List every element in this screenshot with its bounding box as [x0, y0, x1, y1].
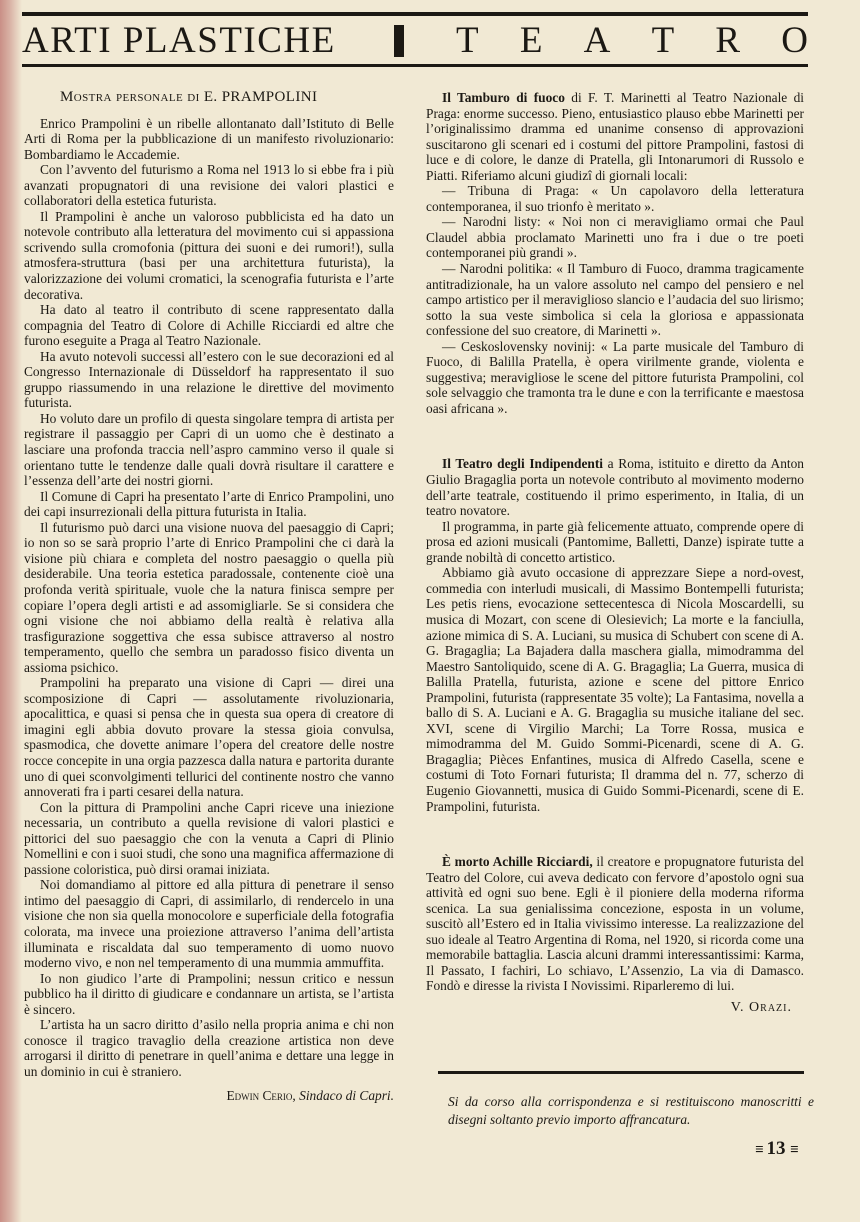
- article-signature: [24, 1088, 394, 1104]
- tamburo-intro: di F. T. Marinetti al Teatro Nazionale di Praga: enorme successo. Pieno, entusiastico plauso ebbe Marinetti per l’originalissimo dramma ed unanime consenso di approvazioni suscitarono gli scenari ed i costumi del pittore Prampolini, fastosi di luce e di colore, le danze di Pratella, gli Intonarumori di Russolo e Piatti. Riferiamo alcuni giudizî di giornali locali:: [426, 90, 804, 183]
- teatro-letter: O: [781, 20, 808, 61]
- indipendenti-intro: a Roma, istituito e diretto da Anton Giulio Bragaglia porta un notevole contributo al movimento moderno dell’arte teatrale, costituendo il primo esperimento, in Italia, di un teatro novatore.: [426, 456, 804, 519]
- section-spacer: [426, 416, 804, 456]
- tamburo-intro-paragraph: [426, 90, 804, 183]
- paragraph: Enrico Prampolini è un ribelle allontanato dall’Istituto di Belle Arti di Roma per la pubblicazione di un manifesto rivoluzionario: Bombardiamo le Accademie.: [24, 115, 394, 162]
- correspondence-notice: Si da corso alla corrispondenza e si restituiscono manoscritti e disegni soltanto previo importo affrancatura.: [448, 1094, 814, 1127]
- notice-rule: [438, 1071, 804, 1074]
- paragraph: Il Comune di Capri ha presentato l’arte di Enrico Prampolini, uno dei capi insurrezionali della pittura futurista in Italia.: [24, 488, 394, 520]
- paragraph: Abbiamo già avuto occasione di apprezzare Siepe a nord-ovest, commedia con interludi musicali, di Massimo Bontempelli futurista; Les petis riens, evocazione settecentesca di Nicola Moscardelli, su musica di Mozart, con scene di Olesievich; La morte e la fanciulla, azione mimica di S. A. Luciani, su musica di Schubert con scene di A. G. Bragaglia; La Bajadera dalla maschera gialla, mimodramma del Maestro Santoliquido, scene di A. G. Bragaglia; La Guerra, musica di Balilla Pratella, futurista, azione e scene del pittore Enrico Prampolini, futurista (rappresentate 35 volte); La Fantasima, novella a ballo di S. A. Luciani e A. G. Bragaglia su musiche italiane del sec. XVI, scene di Virgilio Marchi; La Torre Rossa, musica e mimodramma del M. Guido Sommi-Picenardi, scene di A. G. Bragaglia; Pièces Enfantines, musica di Alfredo Casella, scene e costumi di Toto Fornari futurista; Il dramma del n. 77, scherzo di Eugenio Giovannetti, musica di Guido Sommi-Picenardi, scene di E. Prampolini, futurista.: [426, 565, 804, 814]
- paragraph: Con l’avvento del futurismo a Roma nel 1913 lo si ebbe fra i più avanzati propugnatori di una revisione dei valori plastici e collaboratori della estetica futurista.: [24, 162, 394, 209]
- paragraph: Con la pittura di Prampolini anche Capri riceve una iniezione necessaria, un contributo a quella revisione di valori plastici e pittorici del suo paesaggio che con la venuta a Capri di Plinio Nomellini e con i suoi studi, che sono una magnifica affermazione di passione coloristica, può dirsi oramai iniziata.: [24, 799, 394, 877]
- paragraph: Ho voluto dare un profilo di questa singolare tempra di artista per registrare il passaggio per Capri di un uomo che è destinato a lasciare una profonda traccia nell’aspro cammino verso il quale si orientano tutte le tendenze dalle quali dovrà risultare il carattere e l’essenza dell’arte dei nostri giorni.: [24, 410, 394, 489]
- teatro-letter: R: [715, 20, 741, 61]
- signature-role: Sindaco di Capri.: [299, 1088, 394, 1104]
- newspaper-quote: — Tribuna di Praga: « Un capolavoro della letteratura contemporanea, il suo trionfo è meritato ».: [426, 183, 804, 214]
- indipendenti-heading: Il Teatro degli Indipendenti: [442, 456, 604, 472]
- article-title: [60, 90, 394, 106]
- right-column: [426, 90, 804, 1016]
- teatro-letter: T: [651, 20, 675, 61]
- left-column: [24, 90, 394, 1104]
- newspaper-quote: — Narodni politika: « Il Tamburo di Fuoco, dramma tragicamente antitradizionale, ha un valore assoluto nel campo del pensiero e nel campo artistico per il meraviglioso slancio e l’audacia del suo lirismo; sotto la sua veste simbolica si cela la gloriosa e appassionata confessione del suo creatore, di Marinetti ».: [426, 261, 804, 339]
- ricciardi-heading: È morto Achille Ricciardi,: [442, 854, 593, 870]
- paragraph: Ha dato al teatro il contributo di scene rappresentato dalla compagnia del Teatro di Colore di Achille Ricciardi ed altre che furono eseguite a Praga al Teatro Nazionale.: [24, 302, 394, 349]
- paragraph: Ha avuto notevoli successi all’estero con le sue decorazioni ed al Congresso Internazionale di Düsseldorf ha rappresentato il suo gruppo riassumendo in una relazione le direttive del movimento futurista.: [24, 348, 394, 411]
- paragraph: Il futurismo può darci una visione nuova del paesaggio di Capri; io non so se sarà proprio l’arte di Enrico Prampolini che ci darà la visione più chiara e completa del nostro paesaggio o quella più desiderabile. Una teoria estetica paradossale, contenente cioè una profonda verità spirituale, vuole che la natura finisca sempre per copiare l’opera degli artisti e ad assomigliarle. Se si considera che ogni visione che noi abbiamo della realtà è relativa alla trasfigurazione soggettiva che essa subisce attraverso al nostro temperamento, quello che sembra un paradosso fisico diventa un assioma psichico.: [24, 519, 394, 675]
- article-title-name: PRAMPOLINI: [221, 89, 318, 105]
- page-number-block: [736, 1138, 816, 1160]
- section-title-teatro: [456, 18, 808, 64]
- article-title-prefix: Mostra personale di E.: [60, 89, 218, 105]
- header-top-rule: [22, 12, 808, 16]
- signature-name: Edwin Cerio,: [226, 1088, 296, 1104]
- author-signature: V. Orazi.: [730, 999, 792, 1015]
- newspaper-quote: — Narodni listy: « Noi non ci meravigliamo ormai che Paul Claudel abbia proclamato Marinetti uno fra i due o tre poeti contemporanei più grandi ».: [426, 214, 804, 261]
- page-header: [22, 18, 808, 64]
- teatro-letter: A: [583, 20, 611, 61]
- paragraph: Io non giudico l’arte di Prampolini; nessun critico e nessun pubblico ha il diritto di giudicare e condannare un artista, se l’artista è sincero.: [24, 970, 394, 1017]
- section-title-arti-plastiche: ARTI PLASTICHE: [22, 20, 336, 61]
- page-edge-shadow: [0, 0, 22, 1222]
- page-number: 13: [766, 1138, 786, 1159]
- indipendenti-intro-paragraph: [426, 456, 804, 518]
- ornament-icon: ≡: [755, 1142, 762, 1158]
- teatro-letter: T: [456, 20, 479, 61]
- newspaper-quote: — Ceskoslovensky novinij: « La parte musicale del Tamburo di Fuoco, di Balilla Pratella, è opera virilmente grande, violenta e suggestiva; meravigliose le scene del pittore futurista Prampolini, col sole selvaggio che tramonta tra le dune e con la terrificante e maestosa oasi africana ».: [426, 338, 804, 416]
- tamburo-heading: Il Tamburo di fuoco: [442, 90, 565, 105]
- ricciardi-paragraph: [426, 854, 804, 994]
- paragraph: Il Prampolini è anche un valoroso pubblicista ed ha dato un notevole contributo alla letteratura del movimento cui si appassiona scrivendo sulla cromofonia (pittura dei suoni e dei rumori!), sulla atmosfera-struttura (basi per una architettura futurista), la valorizzazione dei volumi cromatici, la scenografia futurista e l’arte decorativa.: [24, 208, 394, 302]
- paragraph: Il programma, in parte già felicemente attuato, comprende opere di prosa ed azioni musicali (Pantomime, Balletti, Danze) ispirate tutte a grande nobiltà di concetto artistico.: [426, 518, 804, 565]
- header-separator: [394, 25, 404, 57]
- teatro-letter: E: [519, 20, 543, 61]
- paragraph: L’artista ha un sacro diritto d’asilo nella propria anima e chi non conosce il tragico travaglio della creazione artistica non deve arrogarsi il diritto di penetrare in quell’anima e dettare una legge in un dominio in cui è straniero.: [24, 1017, 394, 1079]
- ornament-icon: ≡: [790, 1142, 797, 1158]
- paragraph: Prampolini ha preparato una visione di Capri — direi una scomposizione di Capri — assolutamente rivoluzionaria, apocalittica, e quasi si pensa che in questa sua opera di creatore di imagini egli abbia dovuto provare la stessa gioia convulsa, spasmodica, che dovette animare l’opera del creatore delle nostre rocce concepite in una orgia pazzesca dalla natura e partorita durante uno di quei sconvolgimenti tellurici del continente nostro che vanno annoverati fra i parti cesarei della natura.: [24, 675, 394, 800]
- header-bottom-rule: [22, 64, 808, 67]
- section-spacer: [426, 814, 804, 854]
- ricciardi-text: il creatore e propugnatore futurista del Teatro del Colore, cui aveva dedicato con fervore d’apostolo ogni sua attività ed ogni suo bene. Egli è il pioniere della moderna riforma scenica. La sua genialissima concezione, esposta in un volume, suscitò all’Estero ed in Italia vivissimo interesse. La realizzazione del suo ideale al Teatro Argentina di Roma, nel 1920, si ricorda come una memorabile battaglia. Lascia alcuni drammi interessantissimi: Karma, Il Passato, I fachiri, Lo schiavo, L’Assenzio, La via di Damasco. Fondò e diresse la rivista I Novissimi. Riparleremo di lui.: [426, 854, 804, 994]
- paragraph: Noi domandiamo al pittore ed alla pittura di penetrare il senso intimo del paesaggio di Capri, di assimilarlo, di rendercelo in una visione che non sia quella monocolore e superficiale della fotografia colorata, ma invece una proiezione attraverso l’anima dell’artista illuminata e riscaldata dal suo temperamento di uomo nuovo moderno vivo, e non nel temperamento di una mummia ammuffita.: [24, 877, 394, 971]
